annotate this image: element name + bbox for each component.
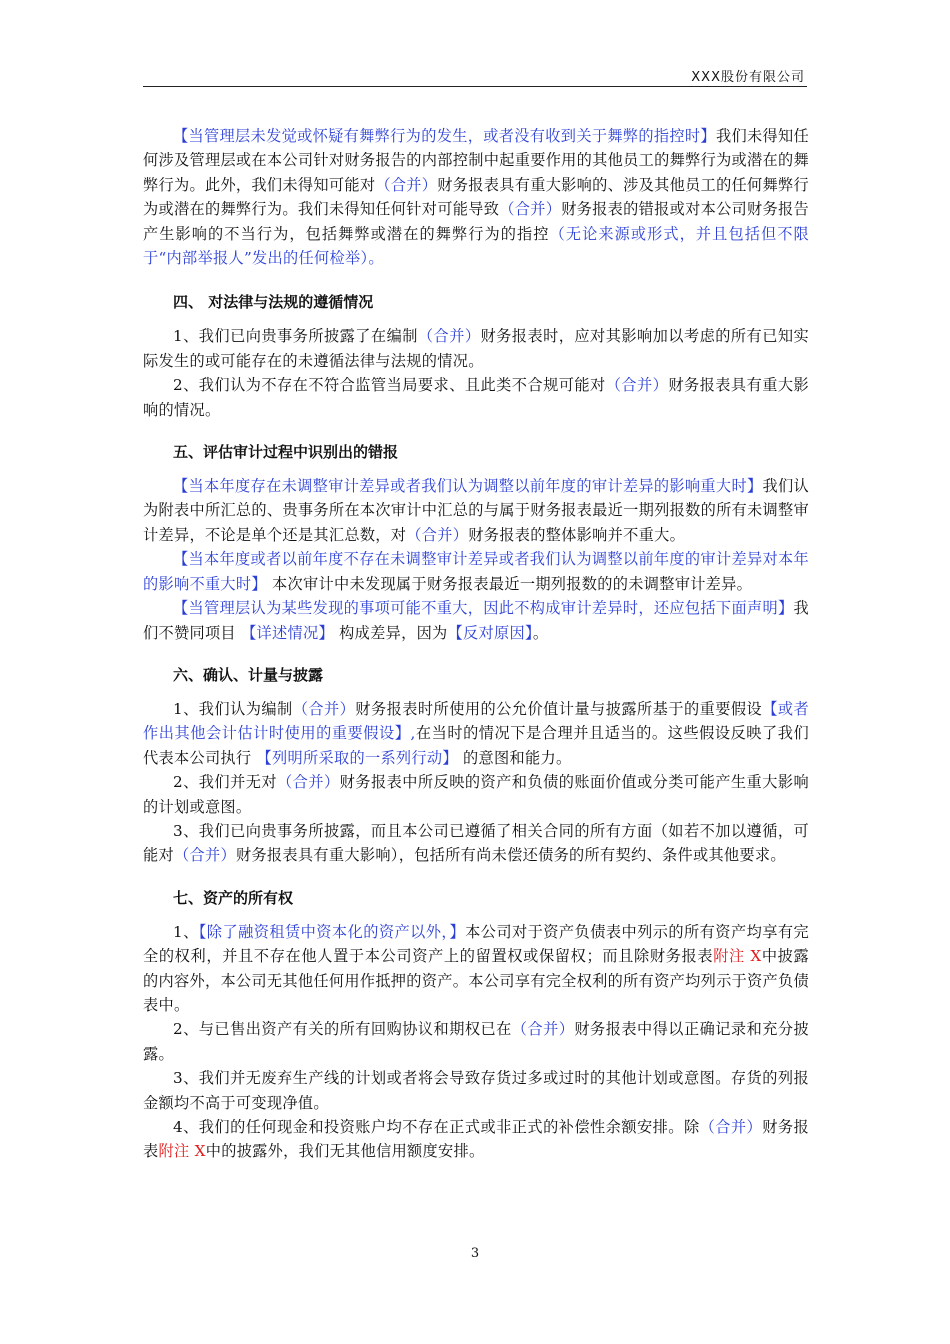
paragraph-6-1: 1、我们认为编制（合并）财务报表时所使用的公允价值计量与披露所基于的重要假设【或者作出其他会计估计时使用的重要假设】,在当时的情况下是合理并且适当的。这些假设反映了我们代表本公司执行 【列明所采取的一系列行动】 的意图和能力。	[143, 699, 809, 767]
paragraph-5-2: 【当本年度或者以前年度不存在未调整审计差异或者我们认为调整以前年度的审计差异对本年的影响不重大时】 本次审计中未发现属于财务报表最近一期列报数的的未调整审计差异。	[143, 550, 809, 593]
document-body	[143, 124, 809, 1164]
section-title-4: 四、 对法律与法规的遵循情况	[173, 293, 374, 312]
blue-note: （合并）	[499, 200, 562, 219]
paragraph-fraud: 【当管理层未发觉或怀疑有舞弊行为的发生，或者没有收到关于舞弊的指控时】我们未得知任何涉及管理层或在本公司针对财务报告的内部控制中起重要作用的其他员工的舞弊行为或潜在的舞弊行为。此外，我们未得知可能对（合并）财务报表具有重大影响的、涉及其他员工的任何舞弊行为或潜在的舞弊行为。我们未得知任何针对可能导致（合并）财务报表的错报或对本公司财务报告产生影响的不当行为，包括舞弊或潜在的舞弊行为的指控（无论来源或形式，并且包括但不限于“内部举报人”发出的任何检举）。	[143, 127, 809, 268]
section-title-5: 五、评估审计过程中识别出的错报	[173, 443, 399, 462]
section-title-6: 六、确认、计量与披露	[173, 665, 324, 684]
red-note: 附注 X	[713, 947, 762, 966]
paragraph-7-1: 1、【除了融资租赁中资本化的资产以外，】本公司对于资产负债表中列示的所有资产均享有完全的权利，并且不存在他人置于本公司资产上的留置权或保留权；而且除财务报表附注 X中披露的内容外，本公司无其他任何用作抵押的资产。本公司享有完全权利的所有资产均列示于资产负债表中。	[143, 922, 810, 1014]
paragraph-7-3: 3、我们并无废弃生产线的计划或者将会导致存货过多或过时的其他计划或意图。存货的列报金额均不高于可变现净值。	[143, 1069, 809, 1112]
paragraph-7-2: 2、与已售出资产有关的所有回购协议和期权已在（合并）财务报表中得以正确记录和充分披露。	[143, 1020, 810, 1063]
paragraph-6-3: 3、我们已向贵事务所披露，而且本公司已遵循了相关合同的所有方面（如若不加以遵循，可能对（合并）财务报表具有重大影响），包括所有尚未偿还债务的所有契约、条件或其他要求。	[143, 821, 809, 865]
blue-note: （合并）	[375, 175, 438, 194]
paragraph-5-3: 【当管理层认为某些发现的事项可能不重大，因此不构成审计差异时，还应包括下面声明】我们不赞同项目 【详述情况】 构成差异，因为【反对原因】。	[143, 599, 809, 642]
paragraph-4-1: 1、我们已向贵事务所披露了在编制（合并）财务报表时，应对其影响加以考虑的所有已知实际发生的或可能存在的未遵循法律与法规的情况。	[143, 327, 809, 370]
paragraph-4-2: 2、我们认为不存在不符合监管当局要求、且此类不合规可能对（合并）财务报表具有重大影响的情况。	[143, 376, 810, 419]
paragraph-7-4: 4、我们的任何现金和投资账户均不存在正式或非正式的补偿性余额安排。除（合并）财务报表附注 X中的披露外，我们无其他信用额度安排。	[143, 1118, 809, 1161]
paragraph-5-1: 【当本年度存在未调整审计差异或者我们认为调整以前年度的审计差异的影响重大时】我们认为附表中所汇总的、贵事务所在本次审计中汇总的与属于财务报表最近一期列报数的所有未调整审计差异，不论是单个还是其汇总数，对（合并）财务报表的整体影响并不重大。	[143, 477, 809, 544]
section-title-7: 七、资产的所有权	[173, 888, 294, 907]
page-header	[143, 64, 807, 87]
paragraph-6-2: 2、我们并无对（合并）财务报表中所反映的资产和负债的账面价值或分类可能产生重大影响的计划或意图。	[143, 773, 810, 816]
red-note: 附注 X	[158, 1142, 206, 1161]
company-name: XXX股份有限公司	[691, 70, 805, 85]
blue-note: （无论来源或形式，并且包括但不限于“内部举报人”发出的任何检举）。	[143, 224, 809, 268]
blue-note: 【当管理层未发觉或怀疑有舞弊行为的发生，或者没有收到关于舞弊的指控时】	[173, 127, 716, 145]
page-number: 3	[470, 1246, 480, 1261]
